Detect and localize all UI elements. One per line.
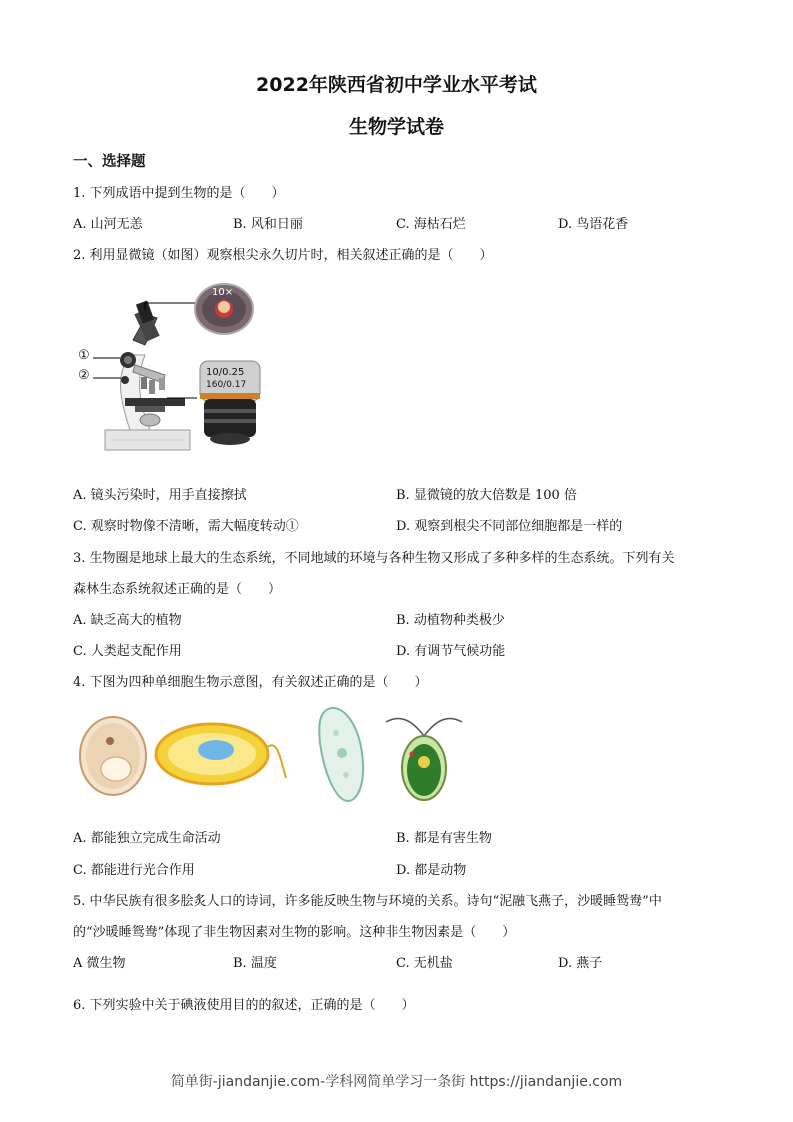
question-4-option-b: B. 都是有害生物 [396,831,492,846]
objective-label-line1: 10/0.25 [206,367,245,378]
question-2-option-c: C. 观察时物像不清晰，需大幅度转动① [73,519,299,534]
yeast-cell-image [78,715,148,797]
question-2-stem: 2. 利用显微镜（如图）观察根尖永久切片时，相关叙述正确的是（ ） [73,248,493,263]
question-1-option-b: B. 风和日丽 [233,217,303,232]
question-5-option-b: B. 温度 [233,956,277,971]
marker-fine-focus: ② [78,368,90,383]
chlamydomonas-image [382,710,466,804]
question-5-option-c: C. 无机盐 [396,956,453,971]
objective-label-line2: 160/0.17 [206,380,247,390]
question-1-option-a: A. 山河无恙 [73,217,143,232]
question-4-option-a: A. 都能独立完成生命活动 [73,831,221,846]
section-heading: 一、选择题 [73,154,146,170]
question-4-stem: 4. 下图为四种单细胞生物示意图，有关叙述正确的是（ ） [73,675,428,690]
question-5-stem-line2: 的“沙暖睡鸳鸯”体现了非生物因素对生物的影响。这种非生物因素是（ ） [73,925,516,940]
question-1-option-c: C. 海枯石烂 [396,217,466,232]
question-4-option-d: D. 都是动物 [396,863,467,878]
question-3-option-a: A. 缺乏高大的植物 [73,613,182,628]
page-subtitle: 生物学试卷 [348,116,444,138]
question-3-option-d: D. 有调节气候功能 [396,644,506,659]
question-1-stem: 1. 下列成语中提到生物的是（ ） [73,186,285,201]
question-2-option-d: D. 观察到根尖不同部位细胞都是一样的 [396,519,623,534]
question-5-stem-line1: 5. 中华民族有很多脍炙人口的诗词，许多能反映生物与环境的关系。诗句“泥融飞燕子，沙暖睡鸳鸯”中 [73,894,662,909]
question-6-stem: 6. 下列实验中关于碘液使用目的的叙述，正确的是（ ） [73,998,415,1013]
question-2-option-a: A. 镜头污染时，用手直接擦拭 [73,488,247,503]
footer-watermark: 简单街-jiandanjie.com-学科网简单学习一条街 https://jiandanjie.com [170,1074,623,1090]
question-3-option-c: C. 人类起支配作用 [73,644,182,659]
question-3-stem-line2: 森林生态系统叙述正确的是（ ） [73,582,282,597]
question-3-option-b: B. 动植物种类极少 [396,613,505,628]
bacterium-image [150,718,290,790]
question-4-option-c: C. 都能进行光合作用 [73,863,195,878]
question-5-option-a: A 微生物 [73,956,126,971]
question-5-option-d: D. 燕子 [558,956,603,971]
eyepiece-label: 10× [212,287,234,298]
question-1-option-d: D. 鸟语花香 [558,217,629,232]
marker-coarse-focus: ① [78,348,90,363]
page-title: 2022年陕西省初中学业水平考试 [256,74,537,96]
paramecium-image [312,703,370,805]
question-2-option-b: B. 显微镜的放大倍数是 100 倍 [396,488,577,503]
question-3-stem-line1: 3. 生物圈是地球上最大的生态系统，不同地域的环境与各种生物又形成了多种多样的生态系统。下列有关 [73,551,675,566]
